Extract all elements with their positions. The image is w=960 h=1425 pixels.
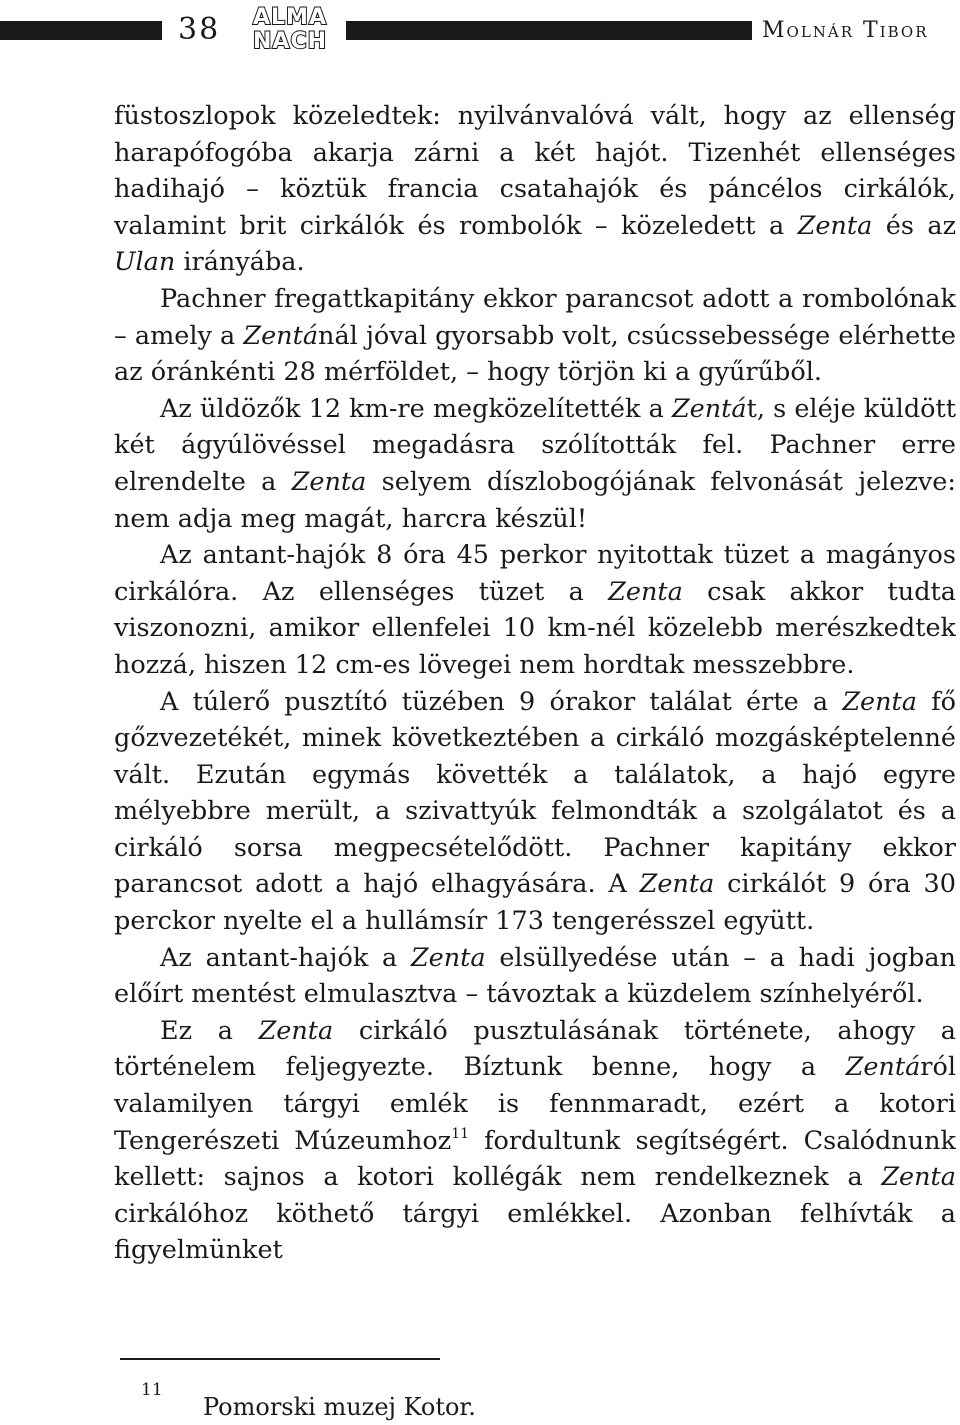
ship-name: Zenta	[797, 210, 873, 241]
text-run: Az üldözők 12 km-re megközelítették a	[160, 393, 672, 424]
ship-name: Zenta	[291, 466, 367, 497]
paragraph	[114, 940, 956, 1013]
logo-text-bottom: NACH	[253, 29, 327, 54]
ship-name: Zenta	[639, 869, 715, 900]
text-run: fordultunk segítségért. Csalódnunk kellett: sajnos a kotori kollégák nem rendelkeznek a	[114, 1125, 956, 1193]
ship-name: Zentá	[671, 393, 747, 424]
text-run: fő gőzvezetékét, minek következtében a cirkáló mozgásképtelenné vált. Ezután egymás követték a találatok, a hajó egyre mélyebbre merült, a szivattyúk felmondták a szolgálatot és a cirkáló sorsa megpecsételődött. Pachner kapitány ekkor parancsot adott a hajó elhagyására. A	[114, 686, 957, 900]
footnote-divider	[120, 1358, 440, 1360]
footnote-number: 11	[141, 1380, 163, 1400]
text-run: Pachner fregattkapitány ekkor parancsot adott a rombolónak – amely a	[114, 283, 956, 351]
ship-name: Zentá	[243, 320, 319, 351]
paragraph	[114, 98, 956, 281]
body-text	[114, 98, 956, 1269]
text-run: Ez a	[160, 1015, 259, 1046]
ship-name: Zenta	[881, 1162, 956, 1193]
text-run: Az antant-hajók 8 óra 45 perkor nyitottak tüzet a magányos cirkálóra. Az ellenséges tüzet a	[114, 540, 956, 607]
text-run: füstoszlopok közeledtek: nyilvánvalóvá vált, hogy az ellenség harapófogóba akarja zárni a két hajót. Tizenhét ellenséges hadihajó – köztük francia csatahajók és páncélos cirkálók, valamint brit cirkálók és rombolók – közeledett a	[114, 101, 956, 241]
ship-name: Zenta	[410, 942, 486, 973]
text-run: nál jóval gyorsabb volt, csúcssebessége elérhette az óránkénti 28 mérföldet, – hogy törjön ki a gyűrűből.	[114, 320, 956, 388]
logo-text-top: ALMA	[253, 5, 327, 30]
text-run: A túlerő pusztító tüzében 9 órakor találat érte a	[160, 686, 843, 717]
text-run: ról valamilyen tárgyi emlék is fennmaradt, ezért a kotori Tengerészeti Múzeumhoz	[114, 1052, 956, 1156]
text-run: cirkáló pusztulásának története, ahogy a történelem feljegyezte. Bíztunk benne, hogy a	[114, 1015, 956, 1083]
text-run: irányába.	[175, 247, 305, 278]
text-run: csak akkor tudta viszonozni, amikor ellenfelei 10 km-nél közelebb merészkedtek hozzá, hiszen 12 cm-es lövegei nem hordtak messzebbre.	[114, 576, 956, 680]
text-run: selyem díszlobogójának felvonását jelezve: nem adja meg magát, harcra készül!	[114, 466, 956, 534]
ship-name: Zenta	[608, 576, 683, 607]
paragraph	[114, 1013, 956, 1269]
text-run: Az antant-hajók a	[160, 942, 411, 973]
almanach-logo	[242, 2, 338, 54]
footnote-text: Pomorski muzej Kotor.	[203, 1393, 476, 1421]
ship-name: Zenta	[842, 686, 917, 717]
footnote-reference: 11	[451, 1125, 470, 1142]
page-header	[0, 0, 960, 60]
text-run: és az	[872, 210, 957, 241]
text-run: cirkálóhoz köthető tárgyi emlékkel. Azonban felhívták a figyelmünket	[114, 1198, 956, 1266]
paragraph	[114, 537, 956, 683]
header-bar-left	[0, 21, 162, 40]
paragraph	[114, 391, 956, 537]
text-run: cirkálót 9 óra 30 perckor nyelte el a hullámsír 173 tengerésszel együtt.	[114, 869, 956, 937]
paragraph	[114, 281, 956, 391]
ship-name: Ulan	[114, 247, 176, 278]
text-run: elsüllyedése után – a hadi jogban előírt mentést elmulasztva – távoztak a küzdelem színhelyéről.	[114, 942, 956, 1010]
page-number: 38	[178, 12, 221, 47]
ship-name: Zentá	[845, 1052, 921, 1083]
paragraph	[114, 684, 956, 940]
text-run: t, s eléje küldött két ágyúlövéssel megadásra szólították fel. Pachner erre elrendelte a	[114, 393, 956, 497]
header-bar-right	[346, 21, 752, 40]
ship-name: Zenta	[258, 1015, 334, 1046]
author-name: Molnár Tibor	[762, 18, 929, 43]
